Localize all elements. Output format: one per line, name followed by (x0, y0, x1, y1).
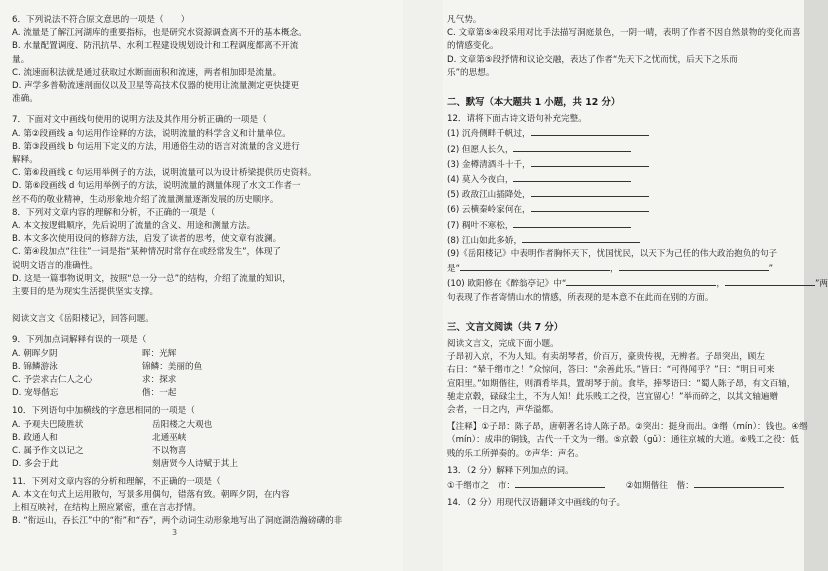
q9-stem: 9．下列加点词解释有误的一项是（ (12, 335, 147, 346)
answer-blank[interactable] (531, 126, 649, 136)
q7-stem: 7．下面对文中画线句使用的说明方法及其作用分析正确的一项是（ (12, 115, 267, 126)
q13-item-b: ②如期偕往 (625, 481, 668, 492)
q10-stem: 10．下列语句中加横线的字意思相同的一项是（ (12, 406, 195, 417)
answer-blank[interactable] (725, 276, 815, 286)
q6-line: D. 声学多普勒流速剖面仪以及卫星等高技术仪器的使用让流量测定更快捷更 (12, 81, 300, 92)
q14-stem: 14．（2 分）用现代汉语翻译文中画线的句子。 (447, 498, 626, 509)
q13-item-a: ①千缗市之 (447, 481, 490, 492)
fill-item (447, 142, 795, 157)
q12-stem: 12．请将下面古诗文语句补充完整。 (447, 114, 587, 125)
q6-line: A. 流量是了解江河湖库的重要指标，也是研究水资源调查离不开的基本概念。 (12, 28, 307, 39)
answer-blank[interactable] (515, 478, 605, 488)
section-3-intro: 阅读文言文，完成下面小题。 (447, 339, 559, 350)
fill-item (447, 172, 795, 187)
q8-line: 主要目的是为现实生活提供坚实支撑。 (12, 287, 159, 298)
q8-line: C. 第④段加点“往往”一词是指“某种情况时常存在或经常发生”，体现了 (12, 247, 282, 258)
page-number: 3 (172, 528, 178, 537)
fill-item-text: (6) 云横秦岭家何在， (447, 205, 531, 216)
fill-item-text: (2) 但愿人长久， (447, 144, 514, 155)
answer-blank[interactable] (513, 172, 631, 182)
q8-line: D. 这是一篇事物说明文，按照“总一分一总”的结构，介绍了流量的知识， (12, 273, 291, 284)
q13-label-b: 偕： (676, 481, 694, 492)
fill-long-text: (10) 欧阳修在《醉翁亭记》中“ (447, 279, 567, 290)
fill-item-text: (3) 金樽清酒斗十千， (447, 159, 531, 170)
q6-line: C. 流速面积法就是通过获取过水断面面积和流速，两者相加即是流量。 (12, 67, 282, 78)
q6-line: B. 水量配置调度、防汛抗旱、水利工程建设规划设计和工程调度都离不开流 (12, 41, 299, 52)
section-intro: 阅读文言文《岳阳楼记》，回答问题。 (12, 314, 154, 325)
fill-long: 是“ ， ” (447, 261, 795, 276)
q13-stem: 13．（2 分）解释下列加点的词。 (447, 465, 574, 476)
q9-option (12, 387, 400, 400)
fill-item (447, 187, 795, 202)
left-column (12, 14, 400, 528)
continued-line: C. 文章第⑤④段采用对比手法描写洞庭景色，一阴一晴，表明了作者不因自然景物的变化而喜 (447, 28, 801, 39)
passage-line: 右日：“辇千缗市之！”众惊问，答曰：“余善此乐。”皆曰：“可得闻乎？”曰：“明日可来 (447, 365, 775, 376)
q7-line: 丝不苟的敬业精神，生动形象地介绍了流量测量逐渐发展的历史顺序。 (12, 194, 279, 205)
q8-line: B. 本文多次使用设问的修辞方法，启发了读者的思考，使文章有波澜。 (12, 234, 282, 245)
q7-line: D. 第⑥段画线 d 句运用举例子的方法，说明流量的测量体现了水文工作者一 (12, 181, 301, 192)
q11-stem: 11．下列对文章内容的分析和理解，不正确的一项是（ (12, 476, 221, 487)
section-3-title: 三、文言文阅读（共 7 分） (447, 321, 564, 333)
q10-option (12, 432, 400, 445)
fill-item-text: (1) 沉舟侧畔千帆过， (447, 129, 531, 140)
q10-option-b: 不以物喜 (152, 446, 187, 457)
q10-option-a: A. 予观夫巴陵胜状 (12, 419, 84, 430)
q11-line: 上相互映衬，在结构上照应紧密，重在言志抒情。 (12, 502, 202, 513)
q8-line: 说明文语言的准确性。 (12, 260, 98, 271)
q7-line: B. 第③段画线 b 句运用下定义的方法，用通俗生动的语言对流量的含义进行 (12, 141, 300, 152)
q6-line: 准确。 (12, 94, 38, 105)
notes-line: （mín）：成串的铜钱，古代一千文为一缗。⑤京毂（gǔ）：通往京城的大道。⑥贱工之役：低 (447, 435, 799, 446)
q9-option (12, 361, 400, 374)
answer-blank[interactable] (566, 276, 716, 286)
answer-blank[interactable] (513, 142, 631, 152)
fill-item (447, 202, 795, 217)
q10-option (12, 445, 400, 458)
right-column (447, 14, 828, 511)
q10-option-a: D. 多会于此 (12, 459, 59, 470)
fill-item (447, 126, 795, 141)
q6-line: 量。 (12, 54, 30, 65)
fill-long: 句表现了作者寄情山水的情感，所表现的是本意不在此而在别的方面。 (447, 292, 714, 303)
q7-line: C. 第⑥段画线 c 句运用举例子的方法，说明流量可以为设计桥梁提供历史资料。 (12, 168, 317, 179)
passage-line: 子昂初入京，不为人知。有卖胡琴者，价百万，豪贵传视，无辨者。子昂突出，顾左 (447, 352, 765, 363)
fill-item (447, 218, 795, 233)
q10-option (12, 458, 400, 471)
q9-option-gloss: 锦鳞：美丽的鱼 (142, 361, 203, 372)
answer-blank[interactable] (513, 218, 631, 228)
q10-option-b: 刻唐贤今人诗赋于其上 (152, 459, 238, 470)
fill-long: (9)《岳阳楼记》中表明作者胸怀天下，忧国忧民，以天下为己任的伟大政治抱负的句子 (447, 249, 778, 260)
q10-option-b: 北通巫峡 (152, 432, 187, 443)
fill-item-text: (4) 莫入今夜白， (447, 175, 514, 186)
section-2-title: 二、默写（本大题共 1 小题，共 12 分） (447, 97, 621, 109)
fill-item (447, 233, 795, 248)
passage-line: 驰走京毂，碌碌尘土，不为人知！此乐贱工之役，岂宜留心！”举而碎之，以其文轴遍赠 (447, 391, 779, 402)
page-gutter (403, 0, 443, 571)
q13-label-a: 市： (497, 481, 516, 492)
fill-item-text: (5) 政敌江山插降处， (447, 190, 531, 201)
answer-blank[interactable] (460, 261, 610, 271)
q9-option (12, 348, 400, 361)
passage-line: 会者，一日之内，声华溢都。 (447, 405, 559, 416)
continued-line: D. 文章第⑤段抒情和议论交融，表达了作者“先天下之忧而忧，后天下之乐而 (447, 54, 738, 65)
q9-option-phrase: D. 宠辱偕忘 (12, 388, 59, 399)
answer-blank[interactable] (619, 261, 769, 271)
q11-line: B. “衔远山，吞长江”中的“衔”和“吞”，两个动词生动形象地写出了洞庭湖浩瀚磅礴的非 (12, 516, 343, 527)
notes-line: 贱的乐工所弹奏的。⑦声华：声名。 (447, 448, 584, 459)
answer-blank[interactable] (694, 478, 784, 488)
answer-blank[interactable] (531, 157, 649, 167)
q10-option (12, 419, 400, 432)
q6-stem: 6．下列说法不符合原文意思的一项是（ ） (12, 15, 190, 25)
continued-line: 乐”的思想。 (447, 67, 495, 78)
q9-option-phrase: B. 锦鳞游泳 (12, 361, 58, 372)
q13-items (447, 478, 795, 493)
fill-item-text: (7) 稠叶不寒松， (447, 220, 514, 231)
notes-line: 【注释】①子昂：陈子昂，唐朝著名诗人陈子昂。②突出：挺身而出。③缗（mín）：钱也。④缗 (447, 422, 808, 433)
answer-blank[interactable] (522, 233, 640, 243)
q9-option-phrase: C. 予尝求古仁人之心 (12, 375, 93, 386)
q7-line: A. 第②段画线 a 句运用作诠释的方法，说明流量的科学含义和计量单位。 (12, 128, 291, 139)
q11-line: A. 本文在句式上运用散句，写景多用偶句，错落有致。朝晖夕阴，在内容 (12, 489, 290, 500)
q9-option-gloss: 求：探求 (142, 375, 177, 386)
q9-option-gloss: 晖：光辉 (142, 348, 177, 359)
q9-option (12, 374, 400, 387)
q10-option-a: B. 政通人和 (12, 432, 58, 443)
answer-blank[interactable] (531, 187, 649, 197)
passage-line: 宣阳里。”如期偕往，则酒肴毕具，置胡琴于前。食毕，捧琴语曰：“蜀人陈子昂，有文百轴， (447, 378, 796, 389)
continued-line: 凡气势。 (447, 15, 482, 25)
fill-long-text: 是“ (447, 264, 461, 275)
q10-option-b: 岳阳楼之大观也 (152, 419, 213, 430)
fill-long: (10) 欧阳修在《醉翁亭记》中“ ， ”两 (447, 276, 795, 291)
q8-stem: 8．下列对文章内容的理解和分析，不正确的一项是（ (12, 207, 216, 218)
q10-option-a: C. 属予作文以记之 (12, 446, 84, 457)
q9-option-phrase: A. 朝晖夕阴 (12, 348, 58, 359)
q7-line: 解释。 (12, 155, 38, 166)
fill-item-text: (8) 江山如此多娇， (447, 235, 523, 246)
q9-option-gloss: 偕：一起 (142, 388, 177, 399)
q8-line: A. 本文按逻辑顺序，先后说明了流量的含义、用途和测量方法。 (12, 221, 256, 232)
fill-item (447, 157, 795, 172)
answer-blank[interactable] (531, 202, 649, 212)
continued-line: 的情感变化。 (447, 41, 499, 52)
